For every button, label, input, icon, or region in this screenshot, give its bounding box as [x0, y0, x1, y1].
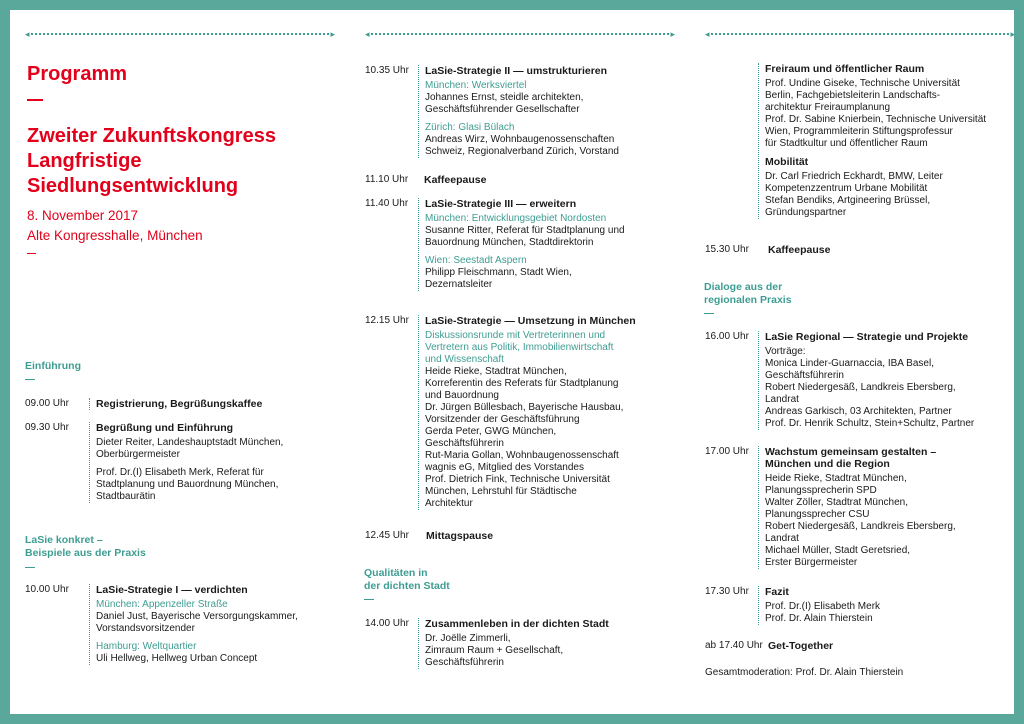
section-title-line: der dichten Stadt [364, 580, 450, 592]
speaker-line: Schweiz, Regionalverband Zürich, Vorstand [425, 146, 619, 157]
entry-title: LaSie-Strategie — Umsetzung in München [425, 315, 636, 327]
entry-time: 17.00 Uhr [705, 446, 749, 457]
speaker-line: Robert Niedergesäß, Landkreis Ebersberg, [765, 382, 956, 393]
speaker-line: Prof. Dr. Alain Thierstein [765, 613, 873, 624]
entry-title: LaSie-Strategie III — erweitern [425, 198, 577, 210]
speaker-line: Wien, Programmleiterin Stiftungsprofessur [765, 126, 953, 137]
speaker-line: wagnis eG, Mitglied des Vorstandes [425, 462, 584, 473]
speaker-line: Prof. Dr.(I) Elisabeth Merk, Referat für [96, 467, 264, 478]
entry-subtitle: Wien: Seestadt Aspern [425, 255, 527, 266]
entry-title: LaSie-Strategie II — umstrukturieren [425, 65, 608, 77]
speaker-line: Johannes Ernst, steidle architekten, [425, 92, 584, 103]
speaker-line: Bauordnung München, Stadtdirektorin [425, 237, 594, 248]
section-title-line: LaSie konkret – [25, 534, 103, 546]
entry-time: 11.10 Uhr [365, 174, 409, 185]
kongress-line-3: Siedlungsentwicklung [27, 175, 239, 197]
entry-title: Get-Together [768, 640, 834, 652]
kongress-line-2: Langfristige [27, 150, 142, 172]
arrow-right-icon: ▸ [670, 29, 675, 39]
entry-title: Mobilität [765, 156, 809, 168]
entry-time: 10.35 Uhr [365, 65, 409, 76]
entry-subtitle: München: Werksviertel [425, 80, 527, 91]
entry-title: München und die Region [765, 458, 890, 470]
entry-title: Fazit [765, 586, 789, 598]
speaker-line: Heide Rieke, Stadtrat München, [765, 473, 907, 484]
speaker-line: Vorsitzender der Geschäftsführung [425, 414, 580, 425]
speaker-line: Zimraum Raum + Gesellschaft, [425, 645, 564, 656]
speaker-line: Architektur [425, 498, 473, 509]
speaker-line: Geschäftsführender Gesellschafter [425, 104, 580, 115]
speaker-line: Geschäftsführerin [425, 657, 504, 668]
speaker-line: Stadtbaurätin [96, 491, 156, 502]
speaker-line: Vorstandsvorsitzender [96, 623, 195, 634]
entry-time: 09.00 Uhr [25, 398, 69, 409]
speaker-line: Dr. Carl Friedrich Eckhardt, BMW, Leiter [765, 171, 943, 182]
speaker-line: Stadtplanung und Bauordnung München, [96, 479, 279, 490]
speaker-line: Philipp Fleischmann, Stadt Wien, [425, 267, 572, 278]
speaker-line: Walter Zöller, Stadtrat München, [765, 497, 909, 508]
speaker-line: Landrat [765, 394, 799, 405]
entry-subtitle: Hamburg: Weltquartier [96, 641, 197, 652]
speaker-line: Kompetenzzentrum Urbane Mobilität [765, 183, 928, 194]
speaker-line: Monica Linder-Guarnaccia, IBA Basel, [765, 358, 934, 369]
speaker-line: Dr. Joëlle Zimmerli, [425, 633, 511, 644]
entry-title: LaSie-Strategie I — verdichten [96, 584, 248, 596]
speaker-line: Berlin, Fachgebietsleiterin Landschafts- [765, 90, 941, 101]
arrow-left-icon: ◂ [25, 29, 30, 39]
entry-title: Begrüßung und Einführung [96, 422, 234, 434]
speaker-line: Prof. Dr. Henrik Schultz, Stein+Schultz, Partner [765, 418, 975, 429]
speaker-line: Geschäftsführerin [425, 438, 504, 449]
column-2-arrow [366, 27, 674, 41]
arrow-right-icon: ▸ [1010, 29, 1015, 39]
speaker-line: Robert Niedergesäß, Landkreis Ebersberg, [765, 521, 956, 532]
section-divider [364, 599, 374, 600]
section-divider [25, 567, 35, 568]
entry-title: Kaffeepause [768, 244, 831, 256]
speaker-line: Prof. Undine Giseke, Technische Universität [765, 78, 960, 89]
speaker-line: und Bauordnung [425, 390, 499, 401]
entry-time: 10.00 Uhr [25, 584, 69, 595]
entry-subtitle: Diskussionsrunde mit Vertreterinnen und [425, 330, 606, 341]
speaker-line: Geschäftsführerin [765, 370, 844, 381]
entry-subtitle: Vertretern aus Politik, Immobilienwirtschaft [425, 342, 614, 353]
column-1-arrow [26, 27, 334, 41]
column-3-arrow [706, 27, 1014, 41]
entry-time: 12.15 Uhr [365, 315, 409, 326]
moderation-note: Gesamtmoderation: Prof. Dr. Alain Thierstein [705, 667, 904, 678]
kongress-line-1: Zweiter Zukunftskongress [27, 125, 276, 147]
speaker-line: Dieter Reiter, Landeshauptstadt München, [96, 437, 284, 448]
speaker-line: architektur Freiraumplanung [765, 102, 891, 113]
entry-title: Kaffeepause [424, 174, 487, 186]
entry-subtitle: München: Appenzeller Straße [96, 599, 228, 610]
entry-title: Mittagspause [426, 530, 494, 542]
entry-time: ab 17.40 Uhr [705, 640, 763, 651]
speaker-line: Landrat [765, 533, 799, 544]
speaker-line: Dezernatsleiter [425, 279, 493, 290]
event-date: 8. November 2017 [27, 208, 139, 223]
section-title-line: Qualitäten in [364, 567, 428, 579]
arrow-left-icon: ◂ [705, 29, 710, 39]
entry-time: 17.30 Uhr [705, 586, 749, 597]
kongress-title [27, 124, 327, 199]
speaker-line: Dr. Jürgen Büllesbach, Bayerische Hausbau, [425, 402, 624, 413]
entry-title: LaSie Regional — Strategie und Projekte [765, 331, 969, 343]
speaker-line: Erster Bürgermeister [765, 557, 858, 568]
speaker-line: Rut-Maria Gollan, Wohnbaugenossenschaft [425, 450, 619, 461]
entry-time: 09.30 Uhr [25, 422, 69, 433]
speaker-line: Vorträge: [765, 346, 806, 357]
speaker-line: Planungssprecher CSU [765, 509, 870, 520]
speaker-line: München, Lehrstuhl für Städtische [425, 486, 577, 497]
section-title-line: Beispiele aus der Praxis [25, 547, 146, 559]
section-title-line: regionalen Praxis [704, 294, 792, 306]
section-lasie-konkret [25, 534, 146, 560]
arrow-right-icon: ▸ [330, 29, 335, 39]
speaker-line: Susanne Ritter, Referat für Stadtplanung und [425, 225, 625, 236]
entry-time: 14.00 Uhr [365, 618, 409, 629]
speaker-line: Uli Hellweg, Hellweg Urban Concept [96, 653, 258, 664]
speaker-line: Heide Rieke, Stadtrat München, [425, 366, 567, 377]
speaker-line: Stefan Bendiks, Artgineering Brüssel, [765, 195, 931, 206]
speaker-line: Gerda Peter, GWG München, [425, 426, 557, 437]
entry-title: Wachstum gemeinsam gestalten – [765, 446, 937, 458]
speaker-line: Andreas Garkisch, 03 Architekten, Partner [765, 406, 952, 417]
entry-subtitle: Zürich: Glasi Bülach [425, 122, 515, 133]
entry-time: 16.00 Uhr [705, 331, 749, 342]
section-dialoge [704, 281, 792, 307]
speaker-line: Daniel Just, Bayerische Versorgungskammer, [96, 611, 298, 622]
speaker-line: Andreas Wirz, Wohnbaugenossenschaften [425, 134, 615, 145]
entry-time: 12.45 Uhr [365, 530, 409, 541]
entry-title: Freiraum und öffentlicher Raum [765, 63, 925, 75]
speaker-line: Prof. Dietrich Fink, Technische Universität [425, 474, 610, 485]
speaker-line: Korreferentin des Referats für Stadtplanung [425, 378, 619, 389]
section-title-line: Dialoge aus der [704, 281, 783, 293]
title-divider [27, 99, 43, 101]
entry-time: 15.30 Uhr [705, 244, 749, 255]
speaker-line: Michael Müller, Stadt Geretsried, [765, 545, 911, 556]
speaker-line: Gründungspartner [765, 207, 847, 218]
arrow-left-icon: ◂ [365, 29, 370, 39]
event-date-venue [27, 206, 203, 246]
speaker-line: Prof. Dr. Sabine Knierbein, Technische Universität [765, 114, 987, 125]
speaker-line: Oberbürgermeister [96, 449, 180, 460]
entry-title: Zusammenleben in der dichten Stadt [425, 618, 609, 630]
event-venue: Alte Kongresshalle, München [27, 228, 203, 243]
entry-time: 11.40 Uhr [365, 198, 409, 209]
speaker-line: Prof. Dr.(I) Elisabeth Merk [765, 601, 881, 612]
entry-subtitle: und Wissenschaft [425, 354, 504, 365]
entry-subtitle: München: Entwicklungsgebiet Nordosten [425, 213, 607, 224]
section-qualitaeten [364, 567, 450, 593]
section-einfuehrung: Einführung [25, 360, 81, 372]
speaker-line: Planungssprecherin SPD [765, 485, 877, 496]
entry-title: Registrierung, Begrüßungskaffee [89, 398, 262, 410]
section-divider [704, 313, 714, 314]
speaker-line: für Stadtkultur und öffentlicher Raum [765, 138, 928, 149]
section-divider [25, 379, 35, 380]
page-title: Programm [27, 63, 128, 85]
date-divider [27, 253, 36, 254]
